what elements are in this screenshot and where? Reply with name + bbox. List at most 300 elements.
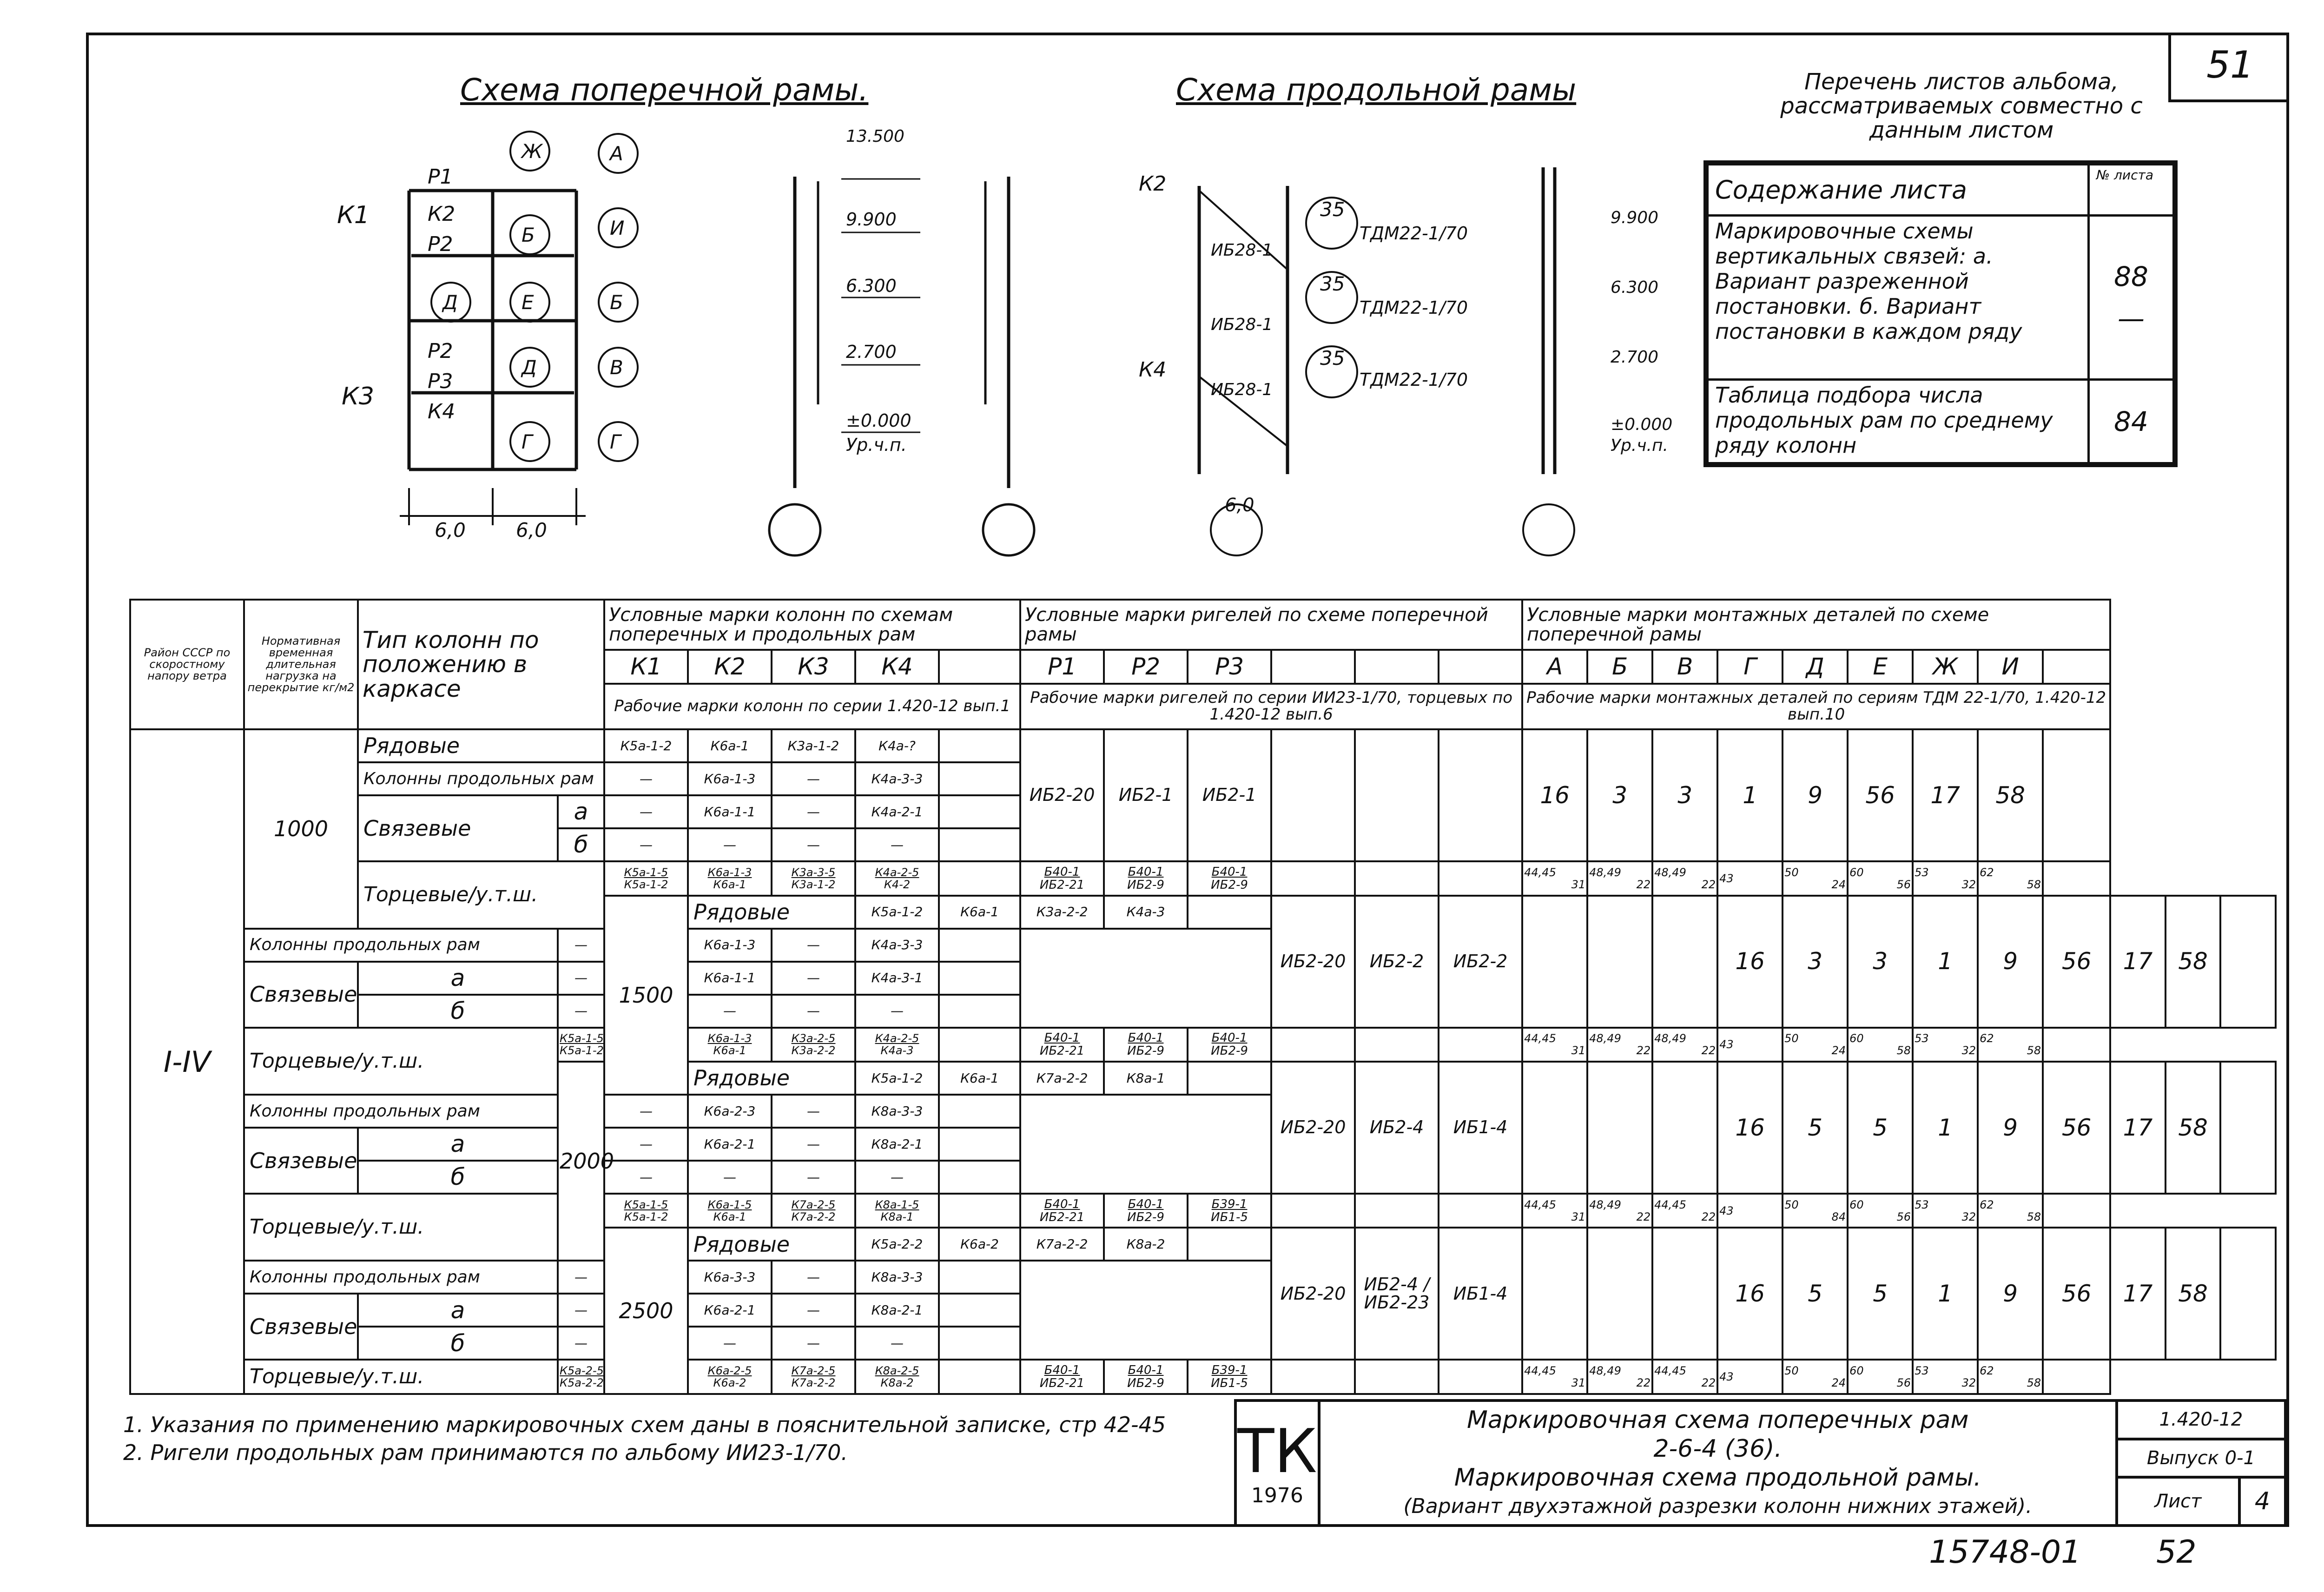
stamp-issue: Выпуск 0-1 xyxy=(2117,1439,2285,1478)
beam-end-bot: ИБ1-5 xyxy=(1211,1376,1248,1391)
col-mark-end-bot: К6а-1 xyxy=(713,1044,746,1057)
circle-zh: Ж xyxy=(522,140,543,163)
beam-spare xyxy=(1271,861,1355,895)
beam-end-1 xyxy=(1104,1194,1188,1228)
col-mark-end-0 xyxy=(604,1194,688,1228)
col-mark-end-top: К6а-1-3 xyxy=(707,1032,752,1045)
part-end-7 xyxy=(1978,1194,2043,1228)
beam-mark-0: ИБ2-20 xyxy=(1271,1062,1355,1194)
col-mark-long-0: — xyxy=(558,929,604,962)
part-end-bot: 31 xyxy=(1571,878,1586,891)
col-mark-long-0: — xyxy=(604,1095,688,1128)
h-parts-sub: Рабочие марки монтажных деталей по сериям ТДМ 22-1/70, 1.420-12 вып.10 xyxy=(1522,684,2110,729)
part-end-top: 62 xyxy=(1980,865,1994,879)
stamp-title-3: Маркировочная схема продольной рамы. xyxy=(1454,1463,1981,1492)
col-mark-end-top: К6а-1-5 xyxy=(707,1198,752,1211)
part-mark-3: 1 xyxy=(1913,1228,1978,1360)
part-end-3 xyxy=(1717,1028,1783,1062)
label-k4: К4 xyxy=(428,400,456,423)
part-end-top: 48,49 xyxy=(1654,865,1686,879)
col-mark-brace_a-3: К4а-2-1 xyxy=(855,795,939,828)
col-mark-end-2 xyxy=(772,1360,855,1394)
col-mark-row-1: К6а-2 xyxy=(939,1228,1020,1261)
col-mark-spare xyxy=(1188,1228,1271,1261)
col-mark-end-bot: К8а-2 xyxy=(880,1376,914,1390)
part-mark-0: 16 xyxy=(1522,729,1587,861)
circle-v: В xyxy=(610,356,623,379)
label-k2: К2 xyxy=(428,202,456,226)
col-mark-end-2 xyxy=(772,861,855,895)
part-end-bot: 58 xyxy=(2027,1044,2041,1057)
marking-table xyxy=(129,599,2277,1395)
beam-mark-2: ИБ1-4 xyxy=(1439,1062,1522,1194)
part-end-bot: 22 xyxy=(1701,1044,1716,1057)
long-part-3: ТДМ22-1/70 xyxy=(1360,370,1468,390)
part-end-0 xyxy=(1522,861,1587,895)
circle-a: А xyxy=(610,142,623,165)
part-end-2 xyxy=(1652,861,1717,895)
h-beams-sub: Рабочие марки ригелей по серии ИИ23-1/70, торцевых по 1.420-12 вып.6 xyxy=(1020,684,1522,729)
beam-end-top: Б40-1 xyxy=(1211,865,1248,879)
part-mark-3: 1 xyxy=(1913,1062,1978,1194)
type-end: Торцевые/у.т.ш. xyxy=(244,1360,558,1394)
part-end-4 xyxy=(1783,1028,1848,1062)
beam-end-top: Б40-1 xyxy=(1044,1197,1080,1211)
col-mark-end-bot: К5а-1-2 xyxy=(560,1044,604,1057)
beam-end-top: Б40-1 xyxy=(1128,865,1164,879)
col-mark-brace_b-2: — xyxy=(772,828,855,861)
part-key-5: Е xyxy=(1848,650,1913,684)
part-end-bot: 58 xyxy=(2027,1210,2041,1223)
col-mark-spare xyxy=(939,929,1020,962)
col-mark-brace_b-1: — xyxy=(688,995,772,1028)
col-mark-end-3 xyxy=(855,1194,939,1228)
col-mark-brace_b-2: — xyxy=(772,995,855,1028)
stamp-title xyxy=(1319,1400,2117,1526)
part-end-1 xyxy=(1587,1194,1652,1228)
col-mark-spare xyxy=(939,1261,1020,1294)
h-type: Тип колонн по положению в каркасе xyxy=(358,600,604,729)
beam-end-bot: ИБ1-5 xyxy=(1211,1210,1248,1224)
part-end-4 xyxy=(1783,1194,1848,1228)
part-end-bot: 58 xyxy=(2027,878,2041,891)
beam-key-spare xyxy=(1355,650,1439,684)
col-mark-row-0: К5а-2-2 xyxy=(855,1228,939,1261)
col-mark-row-1: К6а-1 xyxy=(688,729,772,762)
part-end-top: 44,45 xyxy=(1524,1364,1556,1378)
beam-mark-2: ИБ1-4 xyxy=(1439,1228,1522,1360)
col-mark-brace_a-2: — xyxy=(772,1294,855,1327)
part-mark-3: 1 xyxy=(1913,896,1978,1028)
part-spare xyxy=(2220,1228,2276,1360)
beam-end-top: Б39-1 xyxy=(1211,1363,1248,1378)
doc-number: 15748-01 xyxy=(1929,1534,2081,1571)
stamp-sheet: 4 xyxy=(2239,1477,2285,1526)
elev-floor: Ур.ч.п. xyxy=(846,435,907,455)
part-mark-2: 5 xyxy=(1848,1228,1913,1360)
col-mark-row-3: К8а-2 xyxy=(1104,1228,1188,1261)
col-mark-spare xyxy=(1188,896,1271,929)
part-end-top: 43 xyxy=(1719,1370,1734,1384)
col-mark-row-0: К5а-1-2 xyxy=(604,729,688,762)
part-end-top: 44,45 xyxy=(1654,1198,1686,1211)
col-mark-end-3 xyxy=(855,1360,939,1394)
col-mark-long-1: К6а-2-3 xyxy=(688,1095,772,1128)
col-mark-end-top: К5а-1-5 xyxy=(624,1198,668,1211)
title-block xyxy=(1234,1399,2287,1527)
type-row: Рядовые xyxy=(688,896,855,929)
beam-key-1: Р2 xyxy=(1104,650,1188,684)
beam-mark-0: ИБ2-20 xyxy=(1020,729,1104,861)
part-end-top: 50 xyxy=(1784,1198,1799,1211)
beam-end-bot: ИБ2-9 xyxy=(1127,1210,1164,1224)
type-brace: Связевые xyxy=(244,962,358,1028)
beam-end-2 xyxy=(1188,1028,1271,1062)
part-end-bot: 56 xyxy=(1896,1376,1911,1390)
part-end-4 xyxy=(1783,1360,1848,1394)
part-end-bot: 24 xyxy=(1831,878,1846,891)
beam-end-top: Б40-1 xyxy=(1128,1197,1164,1211)
col-mark-long-2: — xyxy=(772,1261,855,1294)
long-beam-1: ИБ28-1 xyxy=(1211,241,1273,260)
part-end-bot: 56 xyxy=(1896,1210,1911,1223)
long-beam-3: ИБ28-1 xyxy=(1211,380,1273,399)
beam-end-bot: ИБ2-21 xyxy=(1039,1376,1085,1391)
elev-9900: 9.900 xyxy=(846,209,897,230)
album-row-1-num-a: 88 xyxy=(2114,261,2148,292)
part-end-6 xyxy=(1913,861,1978,895)
part-end-bot: 31 xyxy=(1571,1044,1586,1057)
beam-end-2 xyxy=(1188,861,1271,895)
part-end-6 xyxy=(1913,1360,1978,1394)
col-key-2: К3 xyxy=(772,650,855,684)
part-mark-5: 56 xyxy=(2043,1228,2110,1360)
part-end-2 xyxy=(1652,1360,1717,1394)
part-end-top: 62 xyxy=(1980,1364,1994,1378)
part-end-bot: 32 xyxy=(1961,1044,1976,1057)
col-mark-end-top: К5а-1-5 xyxy=(624,865,668,879)
part-end-top: 43 xyxy=(1719,1204,1734,1217)
col-key-1: К2 xyxy=(688,650,772,684)
region-cell: I-IV xyxy=(130,729,244,1394)
col-mark-row-3: К8а-1 xyxy=(1104,1062,1188,1095)
part-end-5 xyxy=(1848,1028,1913,1062)
part-end-top: 44,45 xyxy=(1524,1198,1556,1211)
type-brace-a: а xyxy=(358,1294,558,1327)
dim-span-1: 6,0 xyxy=(435,519,466,542)
part-end-7 xyxy=(1978,1028,2043,1062)
col-mark-end-0 xyxy=(558,1028,604,1062)
col-mark-row-3: К4а-? xyxy=(855,729,939,762)
beam-spare xyxy=(1522,1228,1587,1360)
part-end-6 xyxy=(1913,1194,1978,1228)
col-mark-brace_b-0: — xyxy=(604,1161,688,1194)
long-part-2: ТДМ22-1/70 xyxy=(1360,297,1468,318)
stamp-title-4: (Вариант двухэтажной разрезки колонн нижних этажей). xyxy=(1403,1494,2033,1518)
part-end-2 xyxy=(1652,1028,1717,1062)
col-mark-spare xyxy=(939,729,1020,762)
col-mark-long-0: — xyxy=(604,762,688,795)
col-mark-end-bot: К4-2 xyxy=(884,878,911,891)
part-spare xyxy=(2043,1028,2110,1062)
col-mark-long-3: К8а-3-3 xyxy=(855,1261,939,1294)
stamp-logo-cell xyxy=(1235,1400,1319,1526)
label-p2: Р2 xyxy=(428,232,453,256)
type-brace-b: б xyxy=(358,995,558,1028)
album-row-1-num-b: — xyxy=(2118,303,2145,334)
col-mark-spare xyxy=(939,762,1020,795)
col-mark-brace_a-3: К8а-2-1 xyxy=(855,1294,939,1327)
part-end-top: 60 xyxy=(1849,1364,1864,1378)
part-mark-0: 16 xyxy=(1717,1228,1783,1360)
beam-spare xyxy=(1439,861,1522,895)
part-spare xyxy=(2220,1062,2276,1194)
album-list-title: Перечень листов альбома, рассматриваемых совместно с данным листом xyxy=(1780,69,2143,143)
beam-end-1 xyxy=(1104,1028,1188,1062)
col-mark-end-top: К6а-1-3 xyxy=(707,865,752,879)
part-end-top: 50 xyxy=(1784,1364,1799,1378)
part-mark-4: 9 xyxy=(1978,1228,2043,1360)
part-mark-4: 9 xyxy=(1978,1062,2043,1194)
part-end-bot: 32 xyxy=(1961,878,1976,891)
part-end-bot: 32 xyxy=(1961,1376,1976,1390)
col-mark-spare xyxy=(1188,1062,1271,1095)
part-end-5 xyxy=(1848,861,1913,895)
col-mark-brace_a-3: К8а-2-1 xyxy=(855,1128,939,1161)
part-end-6 xyxy=(1913,1028,1978,1062)
h-beams: Условные марки ригелей по схеме поперечной рамы xyxy=(1020,600,1522,650)
part-end-top: 48,49 xyxy=(1589,1364,1621,1378)
elev-13500: 13.500 xyxy=(846,127,905,146)
col-mark-end-top: К4а-2-5 xyxy=(875,1032,919,1045)
load-cell: 2500 xyxy=(604,1228,688,1394)
part-mark-3: 1 xyxy=(1717,729,1783,861)
part-key-2: В xyxy=(1652,650,1717,684)
long-elev-1: 9.900 xyxy=(1611,208,1659,227)
col-mark-long-0: — xyxy=(558,1261,604,1294)
long-elev-2: 6.300 xyxy=(1611,278,1659,297)
album-col-num: № листа xyxy=(2089,165,2174,216)
beam-spare xyxy=(1271,1028,1355,1062)
load-cell: 1000 xyxy=(244,729,358,928)
document-number xyxy=(1929,1534,2197,1571)
part-mark-7: 58 xyxy=(2166,1062,2221,1194)
part-end-bot: 31 xyxy=(1571,1376,1586,1390)
col-mark-row-0: К5а-1-2 xyxy=(855,896,939,929)
beam-end-bot: ИБ2-9 xyxy=(1211,1044,1248,1058)
beam-mark-2: ИБ2-2 xyxy=(1439,896,1522,1028)
col-mark-end-top: К8а-1-5 xyxy=(875,1198,919,1211)
type-long: Колонны продольных рам xyxy=(244,1261,558,1294)
part-mark-4: 9 xyxy=(1783,729,1848,861)
type-brace-a: а xyxy=(358,1128,558,1161)
beam-key-2: Р3 xyxy=(1188,650,1271,684)
album-list-table xyxy=(1703,160,2178,467)
part-mark-1: 3 xyxy=(1587,729,1652,861)
col-mark-spare xyxy=(939,828,1020,861)
beam-end-2 xyxy=(1188,1194,1271,1228)
beam-key-spare xyxy=(1271,650,1355,684)
beam-end-top: Б40-1 xyxy=(1044,1031,1080,1045)
circle-g2: Г xyxy=(610,430,621,453)
transverse-frame-title: Схема поперечной рамы. xyxy=(460,72,869,108)
beam-spare xyxy=(1439,1360,1522,1394)
circle-b2: Б xyxy=(610,291,623,314)
col-mark-end-bot: К4а-3 xyxy=(880,1044,914,1057)
col-mark-row-2: К7а-2-2 xyxy=(1020,1062,1104,1095)
part-end-top: 48,49 xyxy=(1589,1198,1621,1211)
part-end-bot: 22 xyxy=(1636,1210,1651,1223)
beam-end-top: Б40-1 xyxy=(1211,1031,1248,1045)
part-end-bot: 58 xyxy=(2027,1376,2041,1390)
beam-spare xyxy=(1587,896,1652,1028)
part-end-top: 50 xyxy=(1784,865,1799,879)
beam-end-2 xyxy=(1188,1360,1271,1394)
col-mark-brace_a-0: — xyxy=(604,1128,688,1161)
col-mark-end-top: К5а-1-5 xyxy=(560,1032,604,1045)
col-mark-row-1: К6а-1 xyxy=(939,896,1020,929)
col-mark-brace_a-0: — xyxy=(558,962,604,995)
col-mark-spare xyxy=(939,861,1020,895)
long-elev-3: 2.700 xyxy=(1611,348,1659,367)
part-mark-6: 17 xyxy=(2110,1062,2166,1194)
col-mark-spare xyxy=(939,1128,1020,1161)
col-mark-end-bot: К6а-1 xyxy=(713,878,746,891)
part-spare xyxy=(2043,861,2110,895)
elev-0000: ±0.000 xyxy=(846,410,911,431)
part-mark-1: 3 xyxy=(1783,896,1848,1028)
part-end-top: 48,49 xyxy=(1654,1032,1686,1045)
col-mark-brace_a-1: К6а-2-1 xyxy=(688,1294,772,1327)
part-end-bot: 22 xyxy=(1636,1376,1651,1390)
circle-d2: Д xyxy=(522,356,537,379)
part-mark-7: 58 xyxy=(2166,1228,2221,1360)
part-mark-6: 17 xyxy=(1913,729,1978,861)
col-key-0: К1 xyxy=(604,650,688,684)
part-end-1 xyxy=(1587,1360,1652,1394)
beam-spare xyxy=(1652,896,1717,1028)
part-mark-7: 58 xyxy=(2166,896,2221,1028)
beam-spare xyxy=(1439,729,1522,861)
col-mark-brace_b-1: — xyxy=(688,1327,772,1360)
part-end-1 xyxy=(1587,861,1652,895)
beam-mark-1: ИБ2-4 / ИБ2-23 xyxy=(1355,1228,1439,1360)
elev-6300: 6.300 xyxy=(846,276,897,296)
part-end-2 xyxy=(1652,1194,1717,1228)
col-mark-spare xyxy=(939,1360,1020,1394)
part-end-7 xyxy=(1978,861,2043,895)
part-end-top: 62 xyxy=(1980,1032,1994,1045)
col-mark-spare xyxy=(939,1194,1020,1228)
type-brace: Связевые xyxy=(244,1128,358,1194)
col-mark-brace_b-3: — xyxy=(855,995,939,1028)
col-mark-brace_b-0: — xyxy=(558,995,604,1028)
notes xyxy=(123,1411,1166,1466)
col-mark-spare xyxy=(939,1327,1020,1360)
col-mark-brace_a-0: — xyxy=(604,795,688,828)
col-mark-spare xyxy=(939,1095,1020,1128)
part-spare xyxy=(2043,729,2110,861)
stamp-logo: ТК xyxy=(1237,1416,1317,1486)
stamp-series: 1.420-12 xyxy=(2117,1400,2285,1439)
beam-spare xyxy=(1355,1194,1439,1228)
beam-end-0 xyxy=(1020,1194,1104,1228)
h-parts: Условные марки монтажных деталей по схеме поперечной рамы xyxy=(1522,600,2110,650)
part-end-top: 43 xyxy=(1719,872,1734,885)
circle-b: Б xyxy=(522,224,535,246)
beam-spare xyxy=(1271,1360,1355,1394)
part-key-4: Д xyxy=(1783,650,1848,684)
h-columns-sub: Рабочие марки колонн по серии 1.420-12 вып.1 xyxy=(604,684,1020,729)
part-end-bot: 31 xyxy=(1571,1210,1586,1223)
beam-end-top: Б40-1 xyxy=(1128,1031,1164,1045)
part-mark-1: 5 xyxy=(1783,1062,1848,1194)
part-end-top: 53 xyxy=(1915,1364,1929,1378)
part-mark-5: 56 xyxy=(2043,1062,2110,1194)
col-mark-end-bot: К3а-1-2 xyxy=(791,878,836,891)
col-mark-row-2: К3а-1-2 xyxy=(772,729,855,762)
beam-end-1 xyxy=(1104,861,1188,895)
beam-end-1 xyxy=(1104,1360,1188,1394)
col-mark-spare xyxy=(939,1028,1020,1062)
beam-mark-1: ИБ2-4 xyxy=(1355,1062,1439,1194)
part-key-spare xyxy=(2043,650,2110,684)
type-row: Рядовые xyxy=(358,729,604,762)
col-mark-row-2: К7а-2-2 xyxy=(1020,1228,1104,1261)
h-columns: Условные марки колонн по схемам поперечных и продольных рам xyxy=(604,600,1020,650)
type-row: Рядовые xyxy=(688,1062,855,1095)
label-k3: К3 xyxy=(342,383,375,410)
beam-end-0 xyxy=(1020,1360,1104,1394)
beam-end-0 xyxy=(1020,1028,1104,1062)
long-circle-3: 35 xyxy=(1320,347,1345,370)
long-elev-5: Ур.ч.п. xyxy=(1611,436,1668,455)
col-mark-end-2 xyxy=(772,1194,855,1228)
col-mark-end-3 xyxy=(855,1028,939,1062)
col-mark-end-bot: К5а-1-2 xyxy=(624,878,668,891)
col-mark-spare xyxy=(939,1294,1020,1327)
col-mark-end-3 xyxy=(855,861,939,895)
col-mark-long-2: — xyxy=(772,1095,855,1128)
col-mark-end-1 xyxy=(688,1360,772,1394)
part-end-3 xyxy=(1717,1360,1783,1394)
beam-mark-2: ИБ2-1 xyxy=(1188,729,1271,861)
beam-spare xyxy=(1587,1228,1652,1360)
type-brace-a: а xyxy=(358,962,558,995)
col-mark-end-top: К3а-2-5 xyxy=(791,1032,836,1045)
part-end-top: 44,45 xyxy=(1524,865,1556,879)
beam-spare xyxy=(1355,1028,1439,1062)
col-mark-brace_a-0: — xyxy=(558,1294,604,1327)
col-mark-long-2: — xyxy=(772,929,855,962)
type-brace-b: б xyxy=(558,828,604,861)
part-end-top: 44,45 xyxy=(1524,1032,1556,1045)
part-end-top: 43 xyxy=(1719,1038,1734,1051)
part-end-3 xyxy=(1717,861,1783,895)
part-mark-2: 5 xyxy=(1848,1062,1913,1194)
col-mark-brace_a-1: К6а-1-1 xyxy=(688,795,772,828)
part-end-bot: 22 xyxy=(1701,878,1716,891)
beam-spare xyxy=(1522,896,1587,1028)
col-mark-long-1: К6а-1-3 xyxy=(688,929,772,962)
col-mark-brace_b-3: — xyxy=(855,1327,939,1360)
album-col-content: Содержание листа xyxy=(1708,165,2089,216)
col-mark-brace_a-1: К6а-1-1 xyxy=(688,962,772,995)
stamp-title-2: 2-6-4 (36). xyxy=(1653,1434,1783,1463)
col-mark-end-2 xyxy=(772,1028,855,1062)
part-end-0 xyxy=(1522,1028,1587,1062)
column-elevation xyxy=(744,126,1078,572)
